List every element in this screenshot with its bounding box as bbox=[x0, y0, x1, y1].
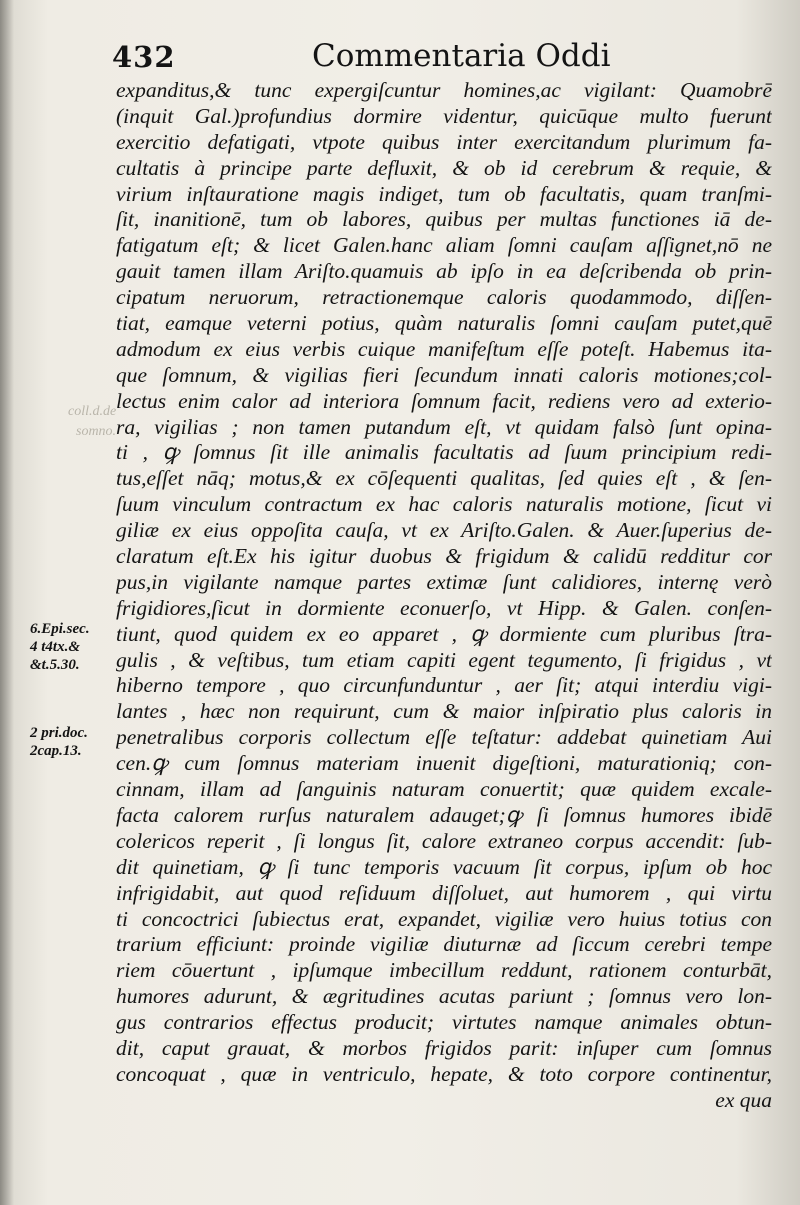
margin-note-line: 4 t4tx.& bbox=[30, 639, 81, 655]
text-line: pus,in vigilante namque partes extimæ ſunt calidiores, internę verò bbox=[116, 569, 772, 594]
text-line: cultatis à principe parte defluxit, & ob id cerebrum & requie, & bbox=[116, 155, 772, 180]
text-line: ti , ꝙ ſomnus ſit ille animalis facultatis ad ſuum principium redi- bbox=[116, 440, 772, 465]
text-line: gus contrarios effectus producit; virtutes namque animales obtun- bbox=[116, 1010, 772, 1035]
text-line: cinnam, illam ad ſanguinis naturam conuertit; quæ quidem excale- bbox=[116, 777, 772, 802]
text-line: tiat, eamque veterni potius, quàm naturalis ſomni cauſam putet,quē bbox=[116, 311, 772, 336]
margin-note-2 bbox=[30, 724, 120, 760]
text-line: que ſomnum, & vigilias fieri ſecundum innati caloris motiones;col- bbox=[116, 362, 772, 387]
text-line: trarium efficiunt: proinde vigiliæ diuturnæ ad ſiccum cerebri tempe bbox=[116, 932, 772, 957]
text-line: fatigatum eſt; & licet Galen.hanc aliam ſomni cauſam aſſignet,nō ne bbox=[116, 233, 772, 258]
margin-note-line: 2 pri.doc. bbox=[30, 725, 88, 741]
bleed-through-text: somno. bbox=[76, 424, 117, 439]
text-line: dit, caput grauat, & morbos frigidos parit: inſuper cum ſomnus bbox=[116, 1035, 772, 1060]
margin-note-line: 6.Epi.sec. bbox=[30, 621, 90, 637]
text-line: infrigidabit, aut quod reſiduum diſſoluet, aut humorem , qui virtu bbox=[116, 880, 772, 905]
margin-note-line: &t.5.30. bbox=[30, 657, 80, 673]
text-line: lantes , hæc non requirunt, cum & maior inſpiratio plus caloris in bbox=[116, 699, 772, 724]
text-line: gulis , & veſtibus, tum etiam capiti egent tegumento, ſi frigidus , vt bbox=[116, 647, 772, 672]
text-line: lectus enim calor ad interiora ſomnum facit, rediens vero ad exterio- bbox=[116, 388, 772, 413]
text-line: hiberno tempore , quo circunfunduntur , aer ſit; atqui interdiu vigi- bbox=[116, 673, 772, 698]
page-header bbox=[112, 30, 611, 76]
text-line: expanditus,& tunc expergiſcuntur homines,ac vigilant: Quamobrē bbox=[116, 78, 772, 102]
text-line: humores adurunt, & ægritudines acutas pariunt ; ſomnus vero lon- bbox=[116, 984, 772, 1009]
text-line: ſuum vinculum contractum ex hac caloris naturalis motione, ſicut vi bbox=[116, 492, 772, 517]
page-gutter-shadow bbox=[0, 0, 14, 1205]
text-line: colericos reperit , ſi longus ſit, calore extraneo corpus accendit: ſub- bbox=[116, 828, 772, 853]
text-line: riem cōuertunt , ipſumque imbecillum reddunt, rationem conturbāt, bbox=[116, 958, 772, 983]
text-line: dit quinetiam, ꝙ ſi tunc temporis vacuum ſit corpus, ipſum ob hoc bbox=[116, 854, 772, 879]
text-line: ra, vigilias ; non tamen putandum eſt, vt quidam falsò ſunt opina- bbox=[116, 414, 772, 439]
running-title: Commentaria Oddi bbox=[312, 38, 611, 74]
text-line: virium inſtauratione magis indiget, tum ob facultatis, quam tranſmi- bbox=[116, 181, 772, 206]
text-line: claratum eſt.Ex his igitur duobus & frigidum & calidū redditur cor bbox=[116, 544, 772, 569]
text-line: ex qua bbox=[715, 1087, 772, 1112]
text-line: tiunt, quod quidem ex eo apparet , ꝙ dormiente cum pluribus ſtra- bbox=[116, 621, 772, 646]
margin-note-1 bbox=[30, 620, 120, 674]
text-line: cen.ꝙ cum ſomnus materiam inuenit digeſtioni, maturationiq; con- bbox=[116, 751, 772, 776]
text-line: frigidiores,ſicut in dormiente econuerſo, vt Hipp. & Galen. conſen- bbox=[116, 595, 772, 620]
text-line: facta calorem rurſus naturalem adauget;ꝙ ſi ſomnus humores ibidē bbox=[116, 802, 772, 827]
text-line: penetralibus corporis collectum eſſe teſtatur: addebat quinetiam Aui bbox=[116, 725, 772, 750]
text-line: (inquit Gal.)profundius dormire videntur, quicūque multo fuerunt bbox=[116, 103, 772, 128]
page-number: 432 bbox=[112, 40, 176, 74]
margin-note-line: 2cap.13. bbox=[30, 743, 82, 759]
bleed-through-text: coll.d.de bbox=[68, 404, 117, 419]
text-line: tus,eſſet nāq; motus,& ex cōſequenti qualitas, ſed quies eſt , & ſen- bbox=[116, 466, 772, 491]
text-line: exercitio defatigati, vtpote quibus inter exercitandum plurimum fa- bbox=[116, 129, 772, 154]
text-line: cipatum neruorum, retractionemque caloris quodammodo, diſſen- bbox=[116, 285, 772, 310]
text-line: concoquat , quæ in ventriculo, hepate, & toto corpore continentur, bbox=[116, 1061, 772, 1086]
text-line: ſit, inanitionē, tum ob labores, quibus per multas functiones iā de- bbox=[116, 207, 772, 232]
text-line: gauit tamen illam Ariſto.quamuis ab ipſo in ea deſcribenda ob prin- bbox=[116, 259, 772, 284]
body-text bbox=[116, 78, 772, 1114]
text-line: admodum ex eius verbis cuique manifeſtum eſſe poteſt. Habemus ita- bbox=[116, 336, 772, 361]
text-line: ti concoctrici ſubiectus erat, expandet, vigiliæ vero huius totius con bbox=[116, 906, 772, 931]
text-line: giliæ ex eius oppoſita cauſa, vt ex Ariſto.Galen. & Auer.ſuperius de- bbox=[116, 518, 772, 543]
